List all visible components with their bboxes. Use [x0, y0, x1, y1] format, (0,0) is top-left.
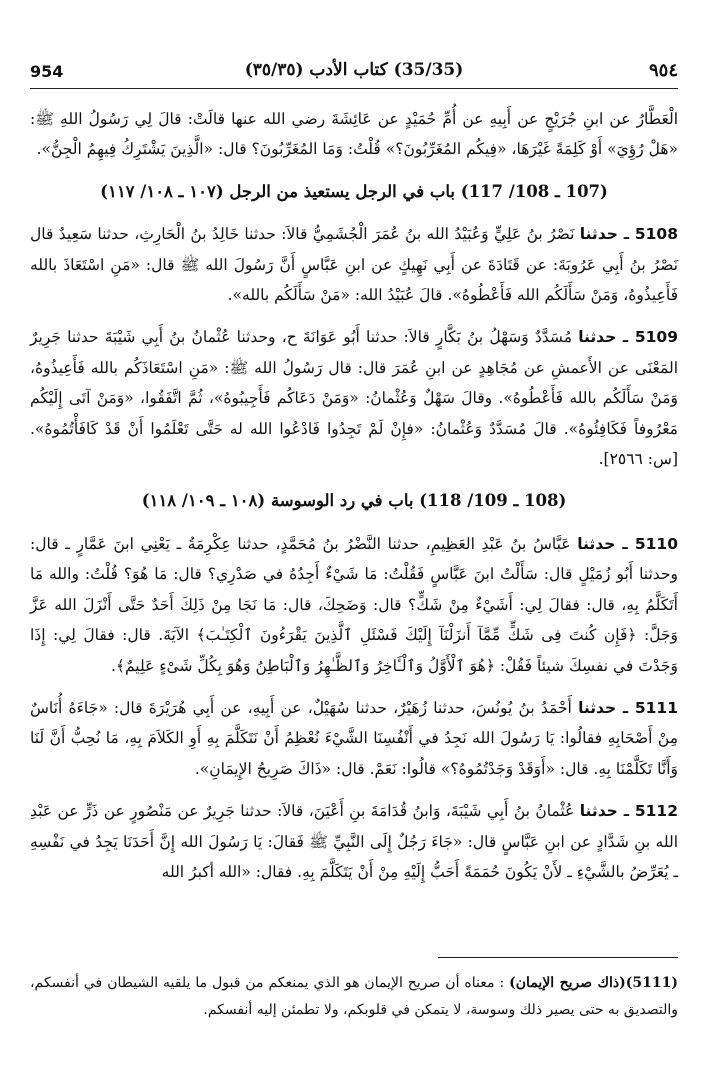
footnote-paragraph	[30, 970, 678, 1024]
intro-paragraph: الْعَطَّارُ عن ابنِ جُرَيْجٍ عن أَبِيهِ عن أُمِّ حُمَيْدٍ عن عَائِشَةَ رضي الله عنها قالَتْ: قالَ لِي رَسُولُ اللهِ ﷺ: «هَلْ رُؤِيَ» أَوْ كَلِمَةً غَيْرَهَا، «فِيكُم المُغَرِّبُونَ؟» قُلْتُ: وَمَا المُغَرِّبُونَ؟ قال: «الَّذِينَ يَشْتَرِكُ فِيهِمُ الْجِنُّ».	[30, 110, 678, 159]
hadith-5108	[30, 219, 678, 310]
chapter-heading-1: (107 ـ 108/ 117) باب في الرجل يستعيذ من الرجل (١٠٧ ـ ١٠٨/ ١١٧)	[100, 181, 608, 201]
footnote-reference: (5111)(ذاك صريح الإيمان)	[509, 975, 679, 991]
chapter-heading-2: (108 ـ 109/ 118) باب في رد الوسوسة (١٠٨ ـ ١٠٩/ ١١٨)	[141, 491, 567, 511]
hadith-text: مُسَدَّدٌ وَسَهْلُ بنُ بَكَّارٍ قالاَ: حدثنا أَبُو عَوَانَةَ ح، وحدثنا عُثْمانُ بنُ أَبِي شَيْبَةَ حدثنا جَرِيرٌ المَعْنَى عن الأَعمشِ عن مُجَاهِدٍ عن ابنِ عُمَرَ قال: قال رَسُولُ الله ﷺ: «مَنِ اسْتَعَاذَكُم بالله فَأَعِيذُوهُ، وَمَنْ سَأَلَكُم بالله فَأَعْطُوهُ». وقالَ سَهْلٌ وَعُثْمانُ: «وَمَنْ دَعَاكُم فَأَجِيبُوهُ»، ثُمَّ اتَّفَقُوا، «وَمَنْ آتَى إِلَيْكُم مَعْرُوفاً فَكَافِئُوهُ». قالَ مُسَدَّدٌ وَعُثْمانُ: «فإِنْ لَمْ تَجِدُوا فَادْعُوا الله له حَتَّى تَعْلَمُوا أَنْ قَدْ كَافَأْتُمُوهُ». [س: ٢٥٦٦].	[30, 328, 678, 469]
hadith-text: عَبَّاسُ بنُ عَبْدِ العَظِيمِ، حدثنا النَّضْرُ بنُ مُحَمَّدٍ، حدثنا عِكْرِمَةُ ـ يَعْنِي ابنَ عَمَّارٍ ـ قال: وحدثنا أَبُو زُمَيْلٍ قال: سَأَلْتُ ابنَ عَبَّاسٍ فَقُلْتُ: مَا شَيْءٌ أَجِدُهُ في صَدْرِي؟ قال: مَا هُوَ؟ قُلْتُ: والله مَا أَتَكَلَّمُ بِهِ، قال: فقالَ لِي: أَشَيْءٌ مِنْ شَكٍّ؟ قال: وَضَحِكَ، قال: مَا نَجَا مِنْ ذَلِكَ أَحَدٌ حَتَّى أَنْزَلَ الله عَزَّ وَجَلَّ: ﴿فَإِن كُنتَ فِى شَكٍّ مِّمَّآ أَنزَلْنَآ إِلَيْكَ فَسْئَلِ ٱلَّذِينَ يَقْرَءُونَ ٱلْكِتَـٰبَ﴾ الآيَةَ. قال: فقالَ لِي: إِذَا وَجَدْتَ في نفسِكَ شيئاً فَقُلْ: ﴿هُوَ ٱلْأَوَّلُ وَٱلْـَٔاخِرُ وَٱلظَّـٰهِرُ وَٱلْبَاطِنُ وَهُوَ بِكُلِّ شَىْءٍ عَلِيمٌ﴾.	[30, 534, 678, 675]
hadith-number: 5111 ـ حدثنا	[578, 698, 678, 717]
page-header	[30, 60, 678, 89]
footnote-text: : معناه أن صريح الإيمان هو الذي يمنعكم من قبول ما يلقيه الشيطان في أنفسكم، والتصديق به حتى يصير ذلك وسوسة، لا يتمكن في قلوبكم، ولا تطمئن إليه أنفسكم.	[30, 975, 678, 1018]
main-text	[30, 104, 678, 887]
hadith-5112	[30, 796, 678, 887]
hadith-text: نَصْرُ بنُ عَلِيٍّ وَعُبَيْدُ الله بنُ عُمَرَ الْجُشَمِيُّ قالاَ: حدثنا خَالِدُ بنُ الْحَارِثِ، حدثنا سَعِيدٌ قال نَصْرُ بنُ أَبِي عَرُوبَةَ: عن قَتَادَةَ عن أَبِي نَهِيكٍ عن ابنِ عَبَّاسٍ أَنَّ رَسُولَ الله ﷺ قال: «مَنِ اسْتَعَاذَ بالله فَأَعِيذُوهُ، وَمَنْ سَأَلَكُم الله فَأَعْطُوهُ». قالَ عُبَيْدُ الله: «مَنْ سَأَلَكُم بالله».	[30, 225, 678, 305]
hadith-number: 5112 ـ حدثنا	[579, 802, 678, 821]
footnote	[30, 970, 678, 1024]
footnote-divider	[438, 957, 678, 958]
hadith-text: عُثْمانُ بنُ أَبِي شَيْبَةَ، وَابنُ قُدَامَةَ بنِ أَعْيَنَ، قالاَ: حدثنا جَرِيرٌ عن مَنْصُورٍ عن ذَرٍّ عن عَبْدِ الله بنِ شَدَّادٍ عن ابنِ عَبَّاسٍ قال: «جَاءَ رَجُلٌ إِلَى النَّبِيِّ ﷺ فَقالَ: يَا رَسُولَ الله إِنَّ أَحَدَنَا يَجِدُ في نَفْسِهِ ـ يُعَرِّضُ بالشَّيْءِ ـ لأَنْ يَكُونَ حُمَمَةً أَحَبُّ إِلَيْهِ مِنْ أَنْ يَتَكَلَّمَ بِهِ. فقال: «الله أكبرُ الله	[30, 802, 678, 881]
hadith-number: 5108 ـ حدثنا	[579, 225, 678, 244]
hadith-5111	[30, 693, 678, 784]
page-number-latin: 954	[30, 62, 64, 81]
hadith-5110	[30, 529, 678, 681]
hadith-text: أَحْمَدُ بنُ يُونُسَ، حدثنا زُهَيْرٌ، حدثنا سُهَيْلٌ، عن أَبِيهِ، عن أَبِي هُرَيْرَةَ قال: «جَاءَهُ أُنَاسٌ مِنْ أَصْحَابِهِ فقالُوا: يَا رَسُولَ الله نَجِدُ في أَنْفُسِنَا الشَّيْءَ نُعْظِمُ أَنْ نَتَكَلَّمَ بِهِ أَوِ الكَلاَمَ بِهِ، مَا نُحِبُّ أَنَّ لَنَا وَأَنَّا تَكَلَّمْنَا بِهِ. قال: «أَوَقَدْ وَجَدْتُمُوهُ؟» قالُوا: نَعَمْ. قال: «ذَاكَ صَرِيحُ الإِيمَانِ».	[30, 698, 678, 778]
hadith-number: 5109 ـ حدثنا	[578, 328, 678, 347]
page-number-arabic: ٩٥٤	[648, 60, 678, 81]
hadith-5109	[30, 322, 678, 474]
hadith-number: 5110 ـ حدثنا	[577, 534, 678, 553]
running-title: (35/35) كتاب الأدب (٣٥/٣٥)	[244, 60, 464, 80]
